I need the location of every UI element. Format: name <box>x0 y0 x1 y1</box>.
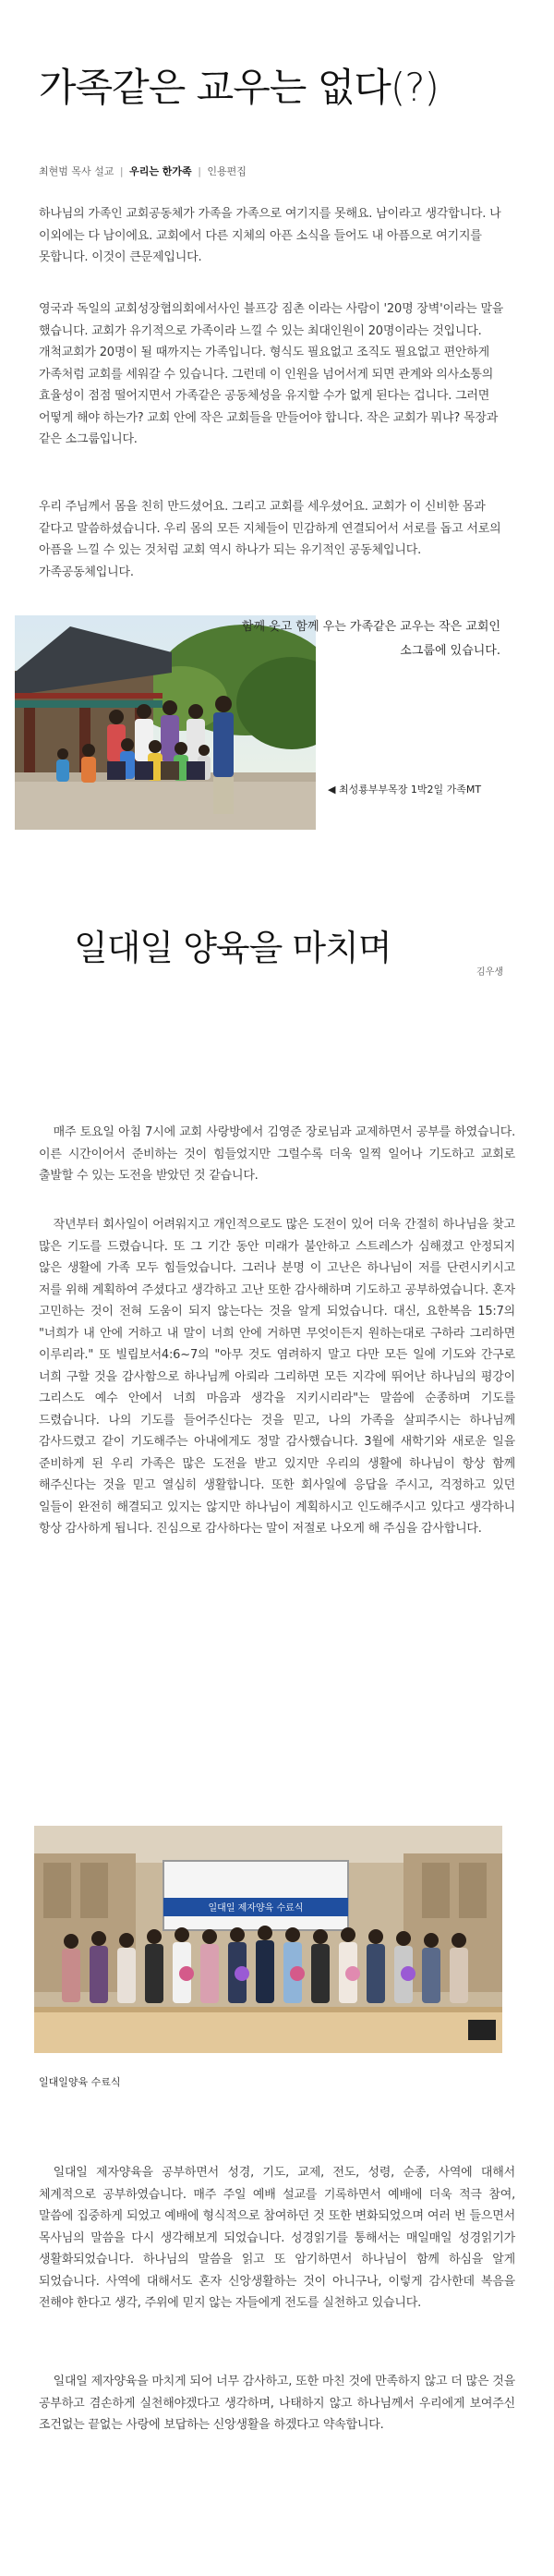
graduation-photo-illustration <box>34 1826 502 2053</box>
article-paragraph <box>39 1214 515 1540</box>
byline-author: 최현범 목사 설교 <box>39 165 114 177</box>
family-photo-caption: 함께 웃고 함께 우는 가족같은 교우는 작은 교회인 소그룹에 있습니다. <box>241 620 500 658</box>
article-paragraph <box>39 1122 515 1187</box>
byline-section: 우리는 한가족 <box>129 165 192 177</box>
graduation-photo-label: 일대일양육 수료식 <box>39 2076 121 2088</box>
banner-text: 일대일 제자양육 수료식 <box>208 1903 304 1914</box>
byline-separator: | <box>198 165 201 177</box>
paragraph-text: 일대일 제자양육을 마치게 되어 너무 감사하고, 또한 마친 것에 만족하지 않고 더 많은 것을 공부하고 겸손하게 실천해야겠다고 생각하며, 나태하지 않고 하나님께서 우리에게 보여주신 조건없는 끝없는 사랑에 보답하는 신앙생활을 하겠다고 약속합니다. <box>39 2375 515 2432</box>
paragraph-text: 하나님의 가족인 교회공동체가 가족을 가족으로 여기지를 못해요. 남이라고 생각합니다. 나 이외에는 다 남이에요. 교회에서 다른 지체의 아픈 소식을 들어도 내 아픔으로 여기지를 못합니다. 이것이 큰문제입니다. <box>39 207 501 264</box>
article2-title: 일대일 양육을 마치며 <box>74 928 391 968</box>
byline-separator: | <box>119 165 124 177</box>
article2-author: 김우생 <box>476 967 503 978</box>
paragraph-text: 일대일 제자양육을 공부하면서 성경, 기도, 교제, 전도, 성령, 순종, 사역에 대해서 체계적으로 공부하였습니다. 매주 주일 예배 설교를 기록하면서 예배에 더욱 적극 참여, 말씀에 집중하게 되었고 예배에 형식적으로 참여하던 것 또한 변화되었으며 여러 번 들으면서 목사님의 말씀을 다시 생각해보게 되었습니다. 성경읽기를 통해서는 매일매일 성경읽기가 생활화되었습니다. 하나님의 말씀을 읽고 또 암기하면서 하나님이 함께 하심을 알게 되었습니다. 사역에 대해서도 혼자 신앙생활하는 것이 아니구나, 이렇게 감사한데 복음을 전해야 한다고 생각, 주위에 믿지 않는 자들에게 전도를 실천하고 있습니다. <box>39 2166 515 2310</box>
photo-label-text: 최성룡부부목장 1박2일 가족MT <box>338 784 482 796</box>
byline-editor: 인용편집 <box>207 165 247 177</box>
article-paragraph <box>39 2162 515 2315</box>
article-paragraph <box>39 2371 515 2436</box>
paragraph-text: 작년부터 회사일이 어려워지고 개인적으로도 많은 도전이 있어 더욱 간절히 하나님을 찾고 많은 기도를 드렸습니다. 또 그 기간 동안 미래가 불안하고 스트레스가 심해졌고 안정되지 않은 생활에 가족 모두 힘들었습니다. 그러나 분명 이 고난은 하나님이 저를 단련시키시고 저를 위해 계획하여 주셨다고 생각하고 고난 또한 감사해하며 기도하고 공부하였습니다. 혼자 고민하는 것이 전혀 도움이 되지 않는다는 것을 알게 되었습니다. 대신, 요한복음 15:7의 "너희가 내 안에 거하고 내 말이 너희 안에 거하면 무엇이든지 원하는대로 구하라 그리하면 이루리라." 또 빌립보서4:6~7의 "아무 것도 염려하지 말고 다만 모든 일에 기도와 간구로 너희 구할 것을 감사함으로 하나님께 아뢰라 그리하면 모든 지각에 뛰어난 하나님의 평강이 그리스도 예수 안에서 너희 마음과 생각을 지키시리라"는 말씀에 순종하며 기도를 드렸습니다. 나의 기도를 들어주신다는 것을 믿고, 나의 가족을 살피주시는 하나님께 감사드렸고 같이 기도해주는 아내에게도 정말 감사했습니다. 3월에 새학기와 새로운 일을 준비하게 된 우리 가족은 많은 도전을 받고 있지만 우리의 생활에 하나님이 항상 함께 해주신다는 것을 믿고 열심히 생활합니다. 또한 회사일에 응답을 주시고, 걱정하고 있던 일들이 완전히 해결되고 있지는 않지만 하나님이 계획하시고 인도해주시고 있다고 생각하니 항상 감사하게 됩니다. 진심으로 감사하다는 말이 저절로 나오게 해 주심을 감사합니다. <box>39 1218 515 1536</box>
paragraph-text: 매주 토요일 아침 7시에 교회 사랑방에서 김영준 장로님과 교제하면서 공부를 하였습니다. 이른 시간이어서 준비하는 것이 힘들었지만 그럴수록 더욱 일찍 일어나 기도하고 교회로 출발할 수 있는 도전을 받았던 것 같습니다. <box>39 1125 515 1183</box>
graduation-photo <box>34 1826 502 2053</box>
paragraph-text: 영국과 독일의 교회성장협의회에서사인 블프강 짐촌 이라는 사람이 '20명 장벽'이라는 말을 했습니다. 교회가 유기적으로 가족이라 느낄 수 있는 최대인원이 20명이라는 것입니다. 개척교회가 20명이 될 때까지는 가족입니다. 형식도 필요없고 조직도 필요없고 편안하게 가족처럼 교회를 세워갈 수 있습니다. 그런데 이 인원을 넘어서게 되면 관계와 의사소통의 효율성이 점점 떨어지면서 가족같은 공동체성을 유지할 수가 없게 된다는 겁니다. 그러면 어떻게 해야 하는가? 교회 안에 작은 교회들을 만들어야 합니다. 작은 교회가 뭐냐? 목장과 같은 소그룹입니다. <box>39 302 504 446</box>
article-title: 가족같은 교우는 없다(?) <box>39 65 439 110</box>
paragraph-text: 우리 주님께서 몸을 친히 만드셨어요. 그리고 교회를 세우셨어요. 교회가 이 신비한 몸과 같다고 말씀하셨습니다. 우리 몸의 모든 지체들이 민감하게 연결되어서 서로를 돕고 서로의 아픔을 느낄 수 있는 것처럼 교회 역시 하나가 되는 유기적인 공동체입니다. 가족공동체입니다. <box>39 500 501 579</box>
article-paragraph <box>39 496 515 583</box>
triangle-left-icon: ◀ <box>328 784 336 796</box>
article-byline <box>39 164 247 178</box>
article-paragraph <box>39 298 515 451</box>
article-paragraph <box>39 203 515 269</box>
family-photo-label <box>328 782 481 796</box>
